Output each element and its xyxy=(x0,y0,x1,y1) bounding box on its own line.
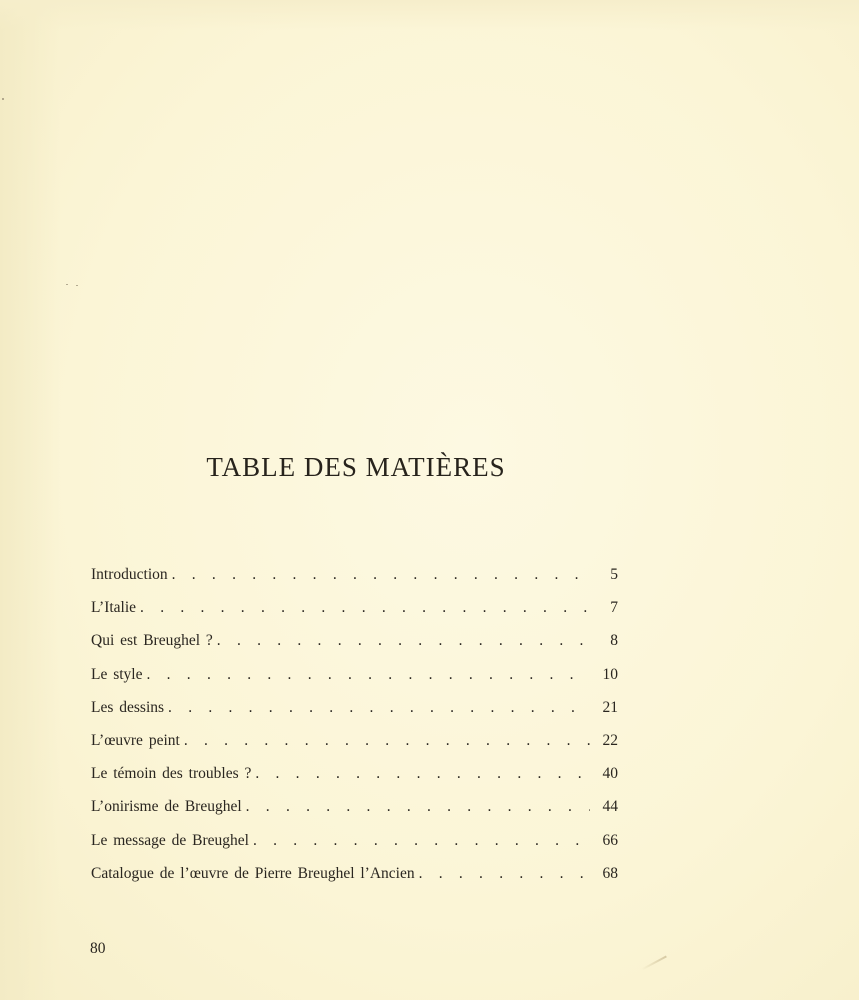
toc-page-number: 40 xyxy=(602,765,618,783)
page-top-shadow xyxy=(0,0,859,30)
toc-entry[interactable] xyxy=(91,732,618,765)
page-title: TABLE DES MATIÈRES xyxy=(206,452,506,482)
page-edge-shadow xyxy=(0,0,60,1000)
toc-entry-label: Les dessins xyxy=(91,698,165,716)
toc-entry[interactable] xyxy=(91,765,618,798)
toc-entry[interactable] xyxy=(91,798,618,831)
toc-entry-label: Le message de Breughel xyxy=(91,831,249,849)
toc-entry-label: L’Italie xyxy=(91,599,137,617)
paper-speck xyxy=(76,285,78,286)
toc-dot-leader xyxy=(172,566,590,584)
toc-entry[interactable] xyxy=(91,832,618,865)
toc-dot-leader xyxy=(184,732,590,750)
toc-dot-leader xyxy=(217,632,590,650)
toc-dot-leader xyxy=(253,832,590,850)
toc-page-number: 22 xyxy=(602,731,618,749)
toc-dot-leader xyxy=(419,865,590,883)
toc-page-number: 68 xyxy=(602,864,618,882)
toc-page-number: 5 xyxy=(610,566,618,583)
toc-entry[interactable] xyxy=(91,865,618,898)
toc-entry-label: Le style xyxy=(91,665,143,683)
toc-dot-leader xyxy=(140,599,590,617)
toc-entry-label: Introduction xyxy=(91,566,168,583)
paper-speck xyxy=(66,284,68,285)
toc-entry[interactable] xyxy=(91,632,618,665)
toc-entry-label: Le témoin des troubles ? xyxy=(91,765,252,783)
toc-dot-leader xyxy=(246,798,590,816)
toc-page-number: 7 xyxy=(610,599,618,617)
page-number: 80 xyxy=(90,940,106,957)
toc-dot-leader xyxy=(255,765,590,783)
toc-entry[interactable] xyxy=(91,699,618,732)
toc-dot-leader xyxy=(147,666,591,684)
toc-page-number: 8 xyxy=(610,632,618,650)
toc-page-number: 66 xyxy=(602,831,618,849)
toc-entry[interactable] xyxy=(91,599,618,632)
toc-entry[interactable] xyxy=(91,666,618,699)
toc-page-number: 10 xyxy=(602,665,618,683)
toc-entry-label: Qui est Breughel ? xyxy=(91,632,213,650)
toc-entry-label: L’onirisme de Breughel xyxy=(91,798,242,816)
toc-entry-label: Catalogue de l’œuvre de Pierre Breughel l’Ancien xyxy=(91,864,415,882)
toc-page-number: 44 xyxy=(602,798,618,816)
toc-dot-leader xyxy=(168,699,590,717)
toc-entry-label: L’œuvre peint xyxy=(91,731,180,749)
toc-page-number: 21 xyxy=(602,698,618,716)
paper-speck xyxy=(2,98,4,100)
toc-entry[interactable] xyxy=(91,566,618,599)
table-of-contents xyxy=(91,566,618,898)
paper-mark xyxy=(641,956,667,971)
